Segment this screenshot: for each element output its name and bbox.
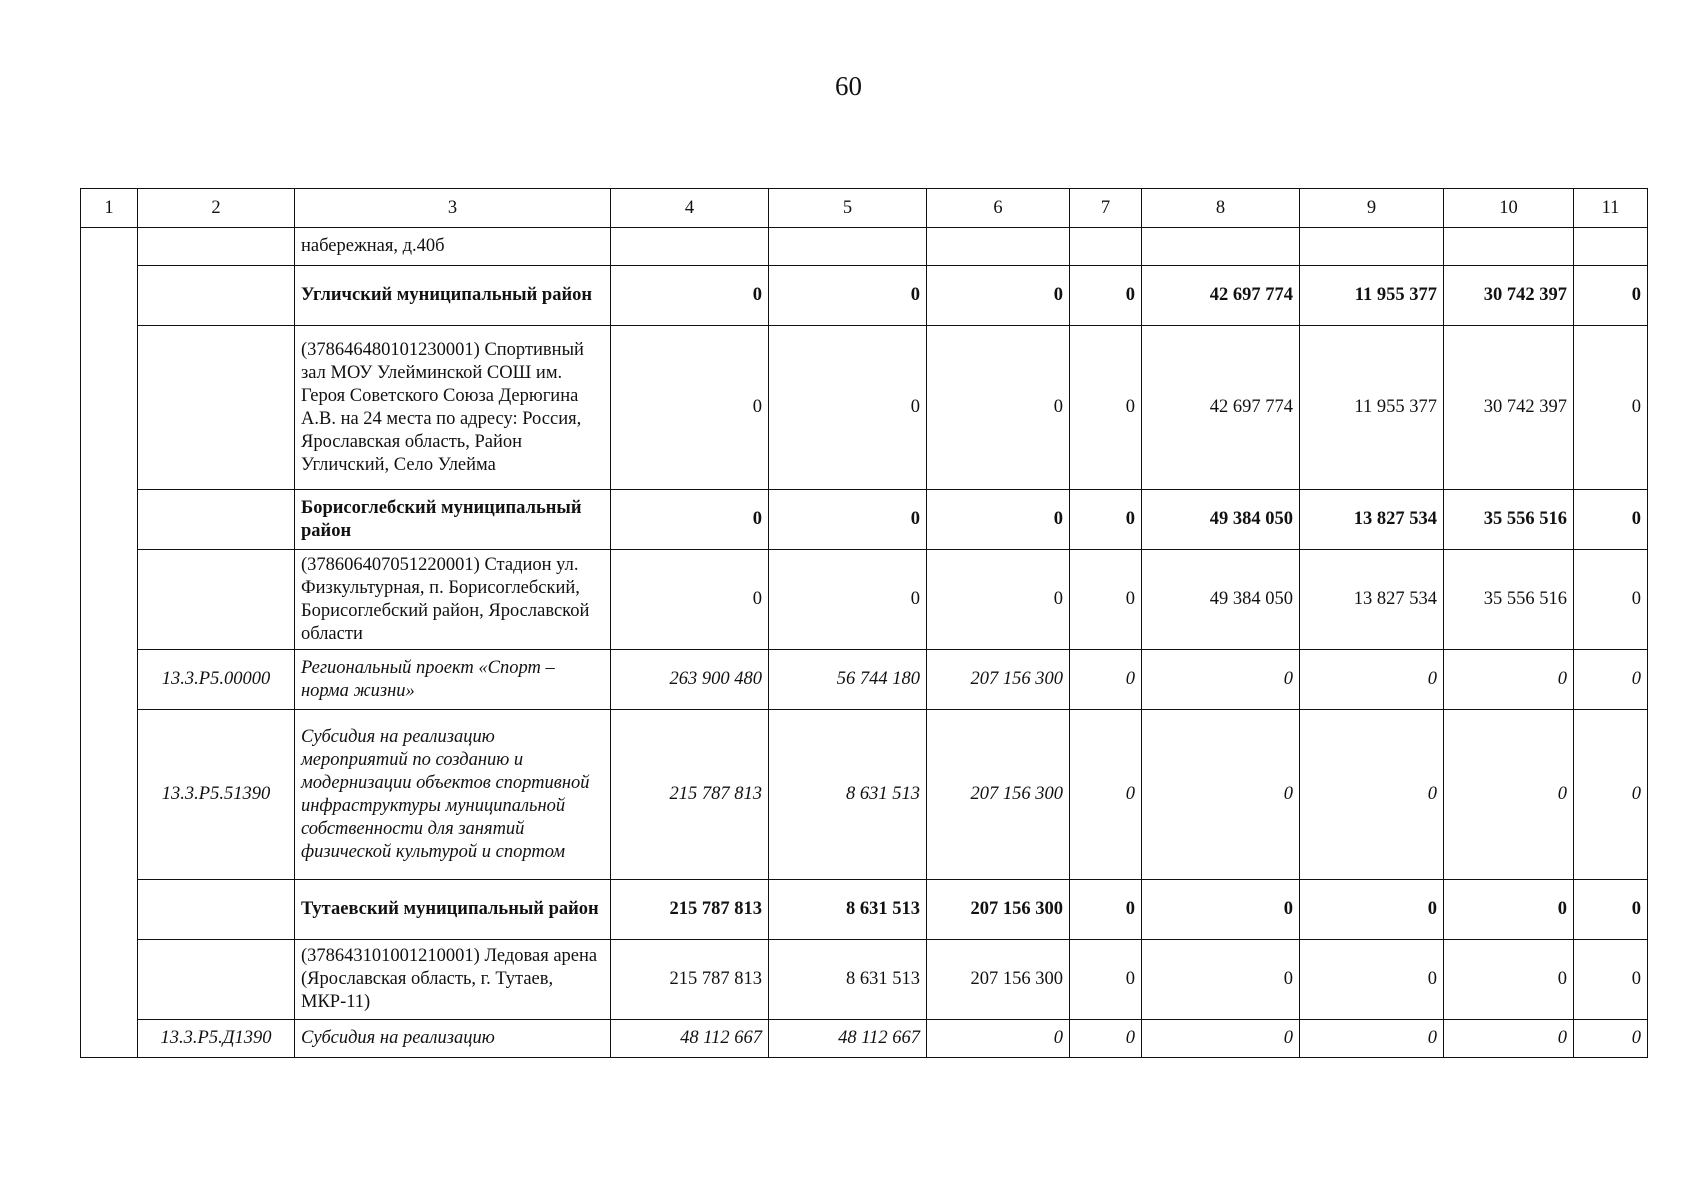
amount-cell: 0 bbox=[1142, 880, 1300, 940]
amount-cell: 0 bbox=[1070, 710, 1142, 880]
amount-cell: 42 697 774 bbox=[1142, 266, 1300, 326]
amount-cell: 0 bbox=[1574, 650, 1648, 710]
table-row bbox=[81, 266, 1648, 326]
column-header: 4 bbox=[611, 189, 769, 228]
amount-cell: 0 bbox=[1574, 490, 1648, 550]
amount-cell: 215 787 813 bbox=[611, 710, 769, 880]
amount-cell bbox=[769, 228, 927, 266]
item-name-cell: (378643101001210001) Ледовая арена (Ярославская область, г. Тутаев, МКР-11) bbox=[295, 940, 611, 1020]
amount-cell bbox=[611, 228, 769, 266]
amount-cell: 0 bbox=[611, 550, 769, 650]
column-header: 11 bbox=[1574, 189, 1648, 228]
amount-cell: 0 bbox=[611, 266, 769, 326]
column-header: 1 bbox=[81, 189, 138, 228]
item-name-cell: Тутаевский муниципальный район bbox=[295, 880, 611, 940]
amount-cell: 0 bbox=[1300, 650, 1444, 710]
item-name-cell: Региональный проект «Спорт – норма жизни» bbox=[295, 650, 611, 710]
item-name-cell: (378606407051220001) Стадион ул. Физкультурная, п. Борисоглебский, Борисоглебский район, Ярославской области bbox=[295, 550, 611, 650]
budget-code-cell: 13.3.Р5.Д1390 bbox=[138, 1020, 295, 1058]
amount-cell: 42 697 774 bbox=[1142, 326, 1300, 490]
amount-cell: 8 631 513 bbox=[769, 880, 927, 940]
amount-cell: 207 156 300 bbox=[927, 940, 1070, 1020]
column-header: 7 bbox=[1070, 189, 1142, 228]
amount-cell: 0 bbox=[769, 490, 927, 550]
amount-cell: 0 bbox=[1300, 880, 1444, 940]
budget-code-cell bbox=[138, 550, 295, 650]
item-name-cell: (378646480101230001) Спортивный зал МОУ Улейминской СОШ им. Героя Советского Союза Дерюгина А.В. на 24 места по адресу: Россия, Ярославская область, Район Угличский, Село Улейма bbox=[295, 326, 611, 490]
table-row bbox=[81, 228, 1648, 266]
table-header-row bbox=[81, 189, 1648, 228]
amount-cell bbox=[1444, 228, 1574, 266]
amount-cell bbox=[1574, 228, 1648, 266]
column-header: 2 bbox=[138, 189, 295, 228]
amount-cell: 0 bbox=[927, 326, 1070, 490]
table-row bbox=[81, 490, 1648, 550]
amount-cell: 0 bbox=[1444, 880, 1574, 940]
budget-table bbox=[80, 188, 1648, 1058]
table-body bbox=[81, 228, 1648, 1058]
amount-cell: 8 631 513 bbox=[769, 940, 927, 1020]
amount-cell: 0 bbox=[1070, 550, 1142, 650]
amount-cell: 0 bbox=[1070, 266, 1142, 326]
amount-cell: 0 bbox=[1574, 326, 1648, 490]
amount-cell: 35 556 516 bbox=[1444, 490, 1574, 550]
amount-cell: 0 bbox=[611, 326, 769, 490]
column-header: 6 bbox=[927, 189, 1070, 228]
amount-cell: 13 827 534 bbox=[1300, 490, 1444, 550]
budget-code-cell bbox=[138, 326, 295, 490]
budget-code-cell bbox=[138, 940, 295, 1020]
column-header: 3 bbox=[295, 189, 611, 228]
page-number: 60 bbox=[835, 71, 862, 101]
table-row bbox=[81, 880, 1648, 940]
budget-code-cell bbox=[138, 490, 295, 550]
amount-cell: 215 787 813 bbox=[611, 940, 769, 1020]
amount-cell: 0 bbox=[927, 550, 1070, 650]
amount-cell: 0 bbox=[611, 490, 769, 550]
column-header: 10 bbox=[1444, 189, 1574, 228]
amount-cell: 0 bbox=[1070, 880, 1142, 940]
amount-cell: 11 955 377 bbox=[1300, 326, 1444, 490]
column-header: 5 bbox=[769, 189, 927, 228]
amount-cell bbox=[1300, 228, 1444, 266]
amount-cell: 0 bbox=[927, 1020, 1070, 1058]
amount-cell: 48 112 667 bbox=[611, 1020, 769, 1058]
budget-code-cell: 13.3.Р5.51390 bbox=[138, 710, 295, 880]
amount-cell: 30 742 397 bbox=[1444, 266, 1574, 326]
amount-cell: 0 bbox=[927, 490, 1070, 550]
amount-cell: 35 556 516 bbox=[1444, 550, 1574, 650]
amount-cell: 207 156 300 bbox=[927, 650, 1070, 710]
budget-code-cell bbox=[138, 266, 295, 326]
amount-cell: 207 156 300 bbox=[927, 710, 1070, 880]
amount-cell: 0 bbox=[1300, 710, 1444, 880]
column-header: 9 bbox=[1300, 189, 1444, 228]
amount-cell: 8 631 513 bbox=[769, 710, 927, 880]
amount-cell: 48 112 667 bbox=[769, 1020, 927, 1058]
amount-cell: 0 bbox=[1574, 880, 1648, 940]
table-row bbox=[81, 1020, 1648, 1058]
amount-cell bbox=[1142, 228, 1300, 266]
budget-code-cell bbox=[138, 880, 295, 940]
amount-cell: 0 bbox=[1070, 650, 1142, 710]
amount-cell: 207 156 300 bbox=[927, 880, 1070, 940]
amount-cell: 0 bbox=[1142, 710, 1300, 880]
column-header: 8 bbox=[1142, 189, 1300, 228]
amount-cell: 263 900 480 bbox=[611, 650, 769, 710]
amount-cell: 0 bbox=[1142, 1020, 1300, 1058]
amount-cell: 0 bbox=[1070, 1020, 1142, 1058]
amount-cell: 0 bbox=[1142, 940, 1300, 1020]
item-name-cell: Угличский муниципальный район bbox=[295, 266, 611, 326]
item-name-cell: набережная, д.40б bbox=[295, 228, 611, 266]
table-row bbox=[81, 650, 1648, 710]
amount-cell: 13 827 534 bbox=[1300, 550, 1444, 650]
amount-cell: 30 742 397 bbox=[1444, 326, 1574, 490]
amount-cell: 0 bbox=[1574, 1020, 1648, 1058]
amount-cell: 0 bbox=[769, 326, 927, 490]
budget-code-cell bbox=[138, 228, 295, 266]
table-row bbox=[81, 710, 1648, 880]
amount-cell: 0 bbox=[1070, 940, 1142, 1020]
amount-cell: 0 bbox=[1070, 326, 1142, 490]
amount-cell: 0 bbox=[1300, 1020, 1444, 1058]
table-row bbox=[81, 940, 1648, 1020]
amount-cell: 0 bbox=[1574, 266, 1648, 326]
table-row bbox=[81, 326, 1648, 490]
amount-cell: 0 bbox=[1070, 490, 1142, 550]
amount-cell: 0 bbox=[769, 266, 927, 326]
amount-cell: 0 bbox=[1574, 940, 1648, 1020]
amount-cell: 0 bbox=[1574, 710, 1648, 880]
amount-cell: 56 744 180 bbox=[769, 650, 927, 710]
item-name-cell: Субсидия на реализацию bbox=[295, 1020, 611, 1058]
amount-cell: 0 bbox=[769, 550, 927, 650]
amount-cell: 0 bbox=[1142, 650, 1300, 710]
amount-cell bbox=[1070, 228, 1142, 266]
budget-code-cell: 13.3.Р5.00000 bbox=[138, 650, 295, 710]
amount-cell: 0 bbox=[1574, 550, 1648, 650]
amount-cell: 11 955 377 bbox=[1300, 266, 1444, 326]
table-row bbox=[81, 550, 1648, 650]
row-number-cell bbox=[81, 228, 138, 1058]
amount-cell: 49 384 050 bbox=[1142, 550, 1300, 650]
amount-cell: 0 bbox=[1444, 710, 1574, 880]
amount-cell: 0 bbox=[927, 266, 1070, 326]
item-name-cell: Борисоглебский муниципальный район bbox=[295, 490, 611, 550]
amount-cell: 49 384 050 bbox=[1142, 490, 1300, 550]
item-name-cell: Субсидия на реализацию мероприятий по созданию и модернизации объектов спортивной инфраструктуры муниципальной собственности для занятий физической культурой и спортом bbox=[295, 710, 611, 880]
amount-cell: 0 bbox=[1444, 650, 1574, 710]
amount-cell: 0 bbox=[1300, 940, 1444, 1020]
amount-cell: 0 bbox=[1444, 1020, 1574, 1058]
amount-cell bbox=[927, 228, 1070, 266]
amount-cell: 215 787 813 bbox=[611, 880, 769, 940]
amount-cell: 0 bbox=[1444, 940, 1574, 1020]
